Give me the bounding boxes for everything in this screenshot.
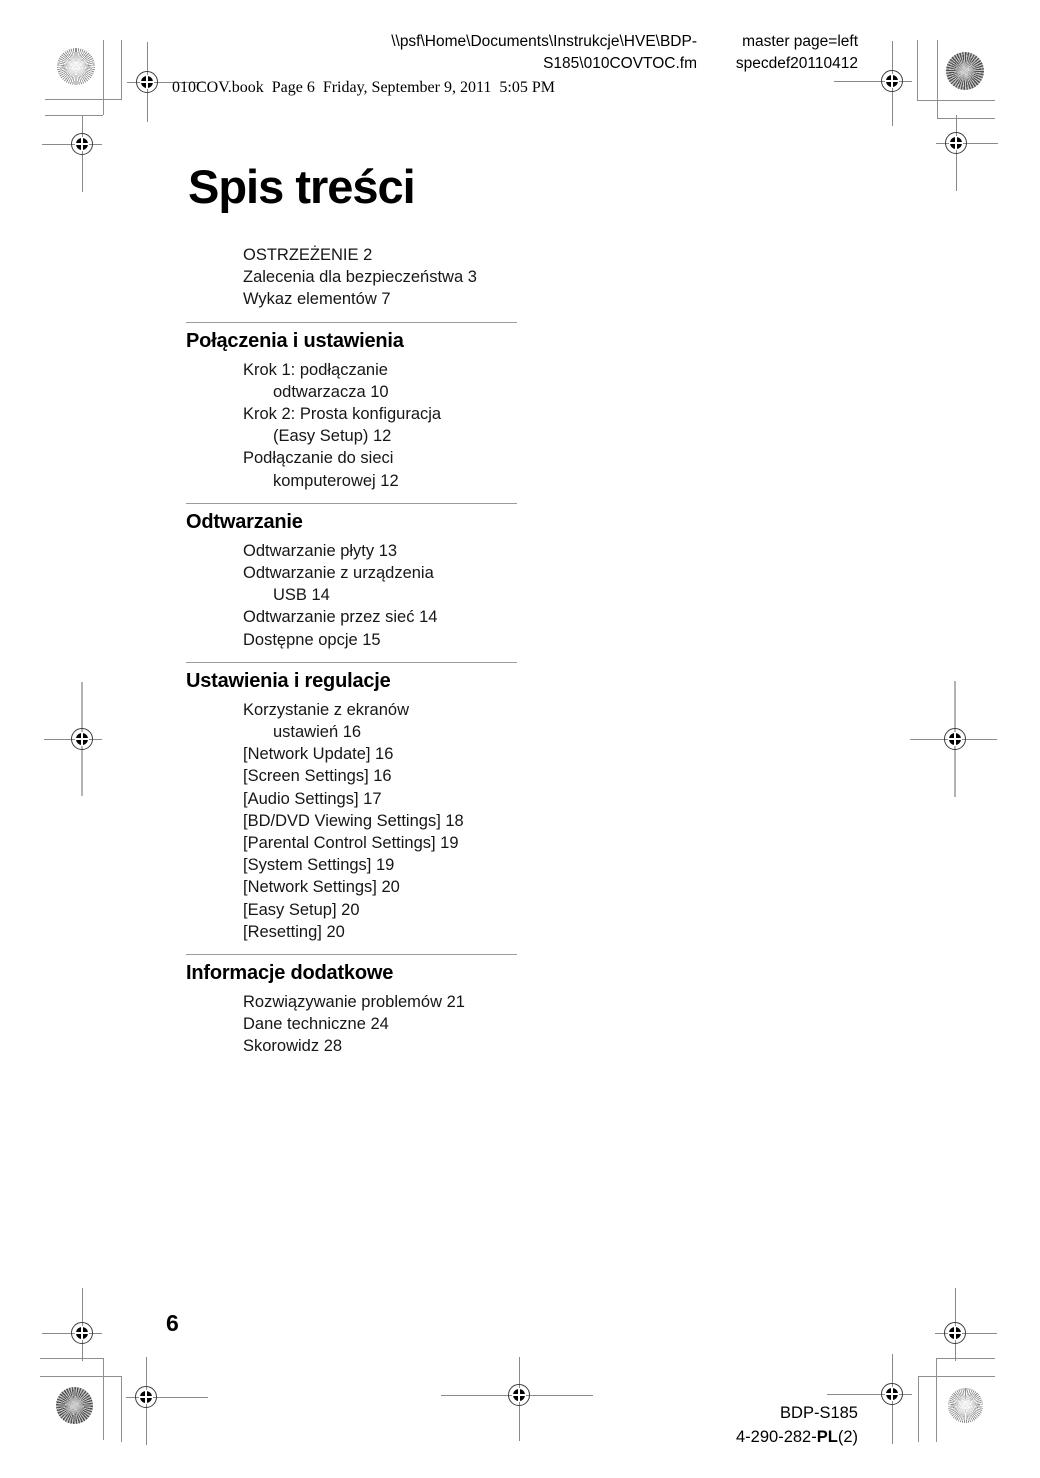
toc-entry-line: Krok 1: podłączanie — [243, 360, 388, 379]
page-number: 6 — [166, 1310, 179, 1336]
toc-entry-line: komputerowej 12 — [273, 471, 399, 490]
starburst-mark — [946, 52, 984, 90]
table-of-contents — [186, 244, 517, 1058]
toc-entry: [Easy Setup] 20 — [243, 900, 360, 919]
starburst-mark — [948, 1388, 983, 1423]
toc-section — [186, 503, 517, 651]
toc-entry-line: Krok 2: Prosta konfiguracja — [243, 405, 442, 424]
toc-entry-line: odtwarzacza 10 — [273, 382, 389, 401]
toc-entry-line: Podłączanie do sieci — [243, 449, 394, 468]
toc-entry — [186, 447, 517, 491]
crop-mark-line — [103, 40, 104, 115]
proof-file-path-line2: S185\010COVTOC.fm — [543, 55, 697, 72]
crop-mark-line — [936, 1358, 995, 1359]
crop-mark-line — [40, 1358, 104, 1359]
crop-mark-line — [937, 40, 938, 118]
proof-specdef: specdef20110412 — [735, 55, 858, 72]
part-number — [736, 1425, 858, 1449]
toc-entry: Dostępne opcje 15 — [243, 630, 381, 649]
toc-entry: Rozwiązywanie problemów 21 — [243, 993, 465, 1012]
proof-master-page: master page=left — [742, 33, 858, 50]
proof-book-line: 010COV.book Page 6 Friday, September 9, 2011 5:05 PM — [172, 79, 555, 96]
crop-mark-line — [917, 100, 995, 101]
crop-mark-line — [121, 1376, 122, 1442]
toc-section — [186, 662, 517, 943]
part-number-suffix: (2) — [837, 1428, 858, 1446]
toc-entry: [Screen Settings] 16 — [243, 767, 392, 786]
crop-mark-line — [937, 118, 995, 119]
toc-entry: OSTRZEŻENIE 2 — [243, 246, 373, 264]
toc-section-heading: Odtwarzanie — [186, 510, 303, 533]
toc-entry-line: USB 14 — [273, 586, 330, 605]
crop-mark-line — [917, 40, 918, 100]
crop-mark-line — [103, 1358, 104, 1440]
toc-entry: [Network Settings] 20 — [243, 878, 400, 897]
crop-mark-line — [918, 1376, 919, 1442]
toc-entry — [186, 562, 517, 606]
toc-section — [186, 954, 517, 1058]
crop-mark-line — [45, 99, 122, 100]
toc-entry: Odtwarzanie płyty 13 — [243, 541, 398, 560]
toc-entry: [Network Update] 16 — [243, 745, 394, 764]
toc-entry: [Parental Control Settings] 19 — [243, 834, 459, 853]
crop-mark-line — [918, 1376, 995, 1377]
toc-entry: Zalecenia dla bezpieczeństwa 3 — [243, 268, 477, 287]
crop-mark-line — [40, 1376, 122, 1377]
page-title: Spis treści — [188, 160, 415, 213]
starburst-mark — [56, 1387, 93, 1424]
toc-entry: Wykaz elementów 7 — [243, 290, 391, 309]
toc-entry-line: (Easy Setup) 12 — [273, 427, 392, 446]
toc-entry: Odtwarzanie przez sieć 14 — [243, 608, 438, 627]
toc-entry — [186, 699, 517, 743]
starburst-mark — [57, 48, 95, 85]
toc-entry — [186, 359, 517, 403]
part-number-language: PL — [816, 1428, 838, 1446]
toc-entry: Dane techniczne 24 — [243, 1015, 389, 1034]
toc-section — [186, 322, 517, 492]
proof-file-path-line1: \\psf\Home\Documents\Instrukcje\HVE\BDP- — [391, 33, 697, 50]
toc-entry-line: ustawień 16 — [273, 723, 362, 742]
toc-entry: [BD/DVD Viewing Settings] 18 — [243, 811, 464, 830]
model-number: BDP-S185 — [780, 1404, 858, 1422]
toc-section-heading: Połączenia i ustawienia — [186, 329, 404, 352]
crop-mark-line — [45, 115, 103, 116]
toc-entry: [Audio Settings] 17 — [243, 789, 382, 808]
crop-mark-line — [936, 1358, 937, 1442]
toc-entry-line: Korzystanie z ekranów — [243, 700, 409, 719]
toc-entry: Skorowidz 28 — [243, 1037, 343, 1056]
toc-entry: [Resetting] 20 — [243, 922, 345, 941]
toc-entry — [186, 403, 517, 447]
part-number-prefix: 4-290-282- — [736, 1428, 817, 1446]
toc-section-heading: Ustawienia i regulacje — [186, 669, 391, 692]
proof-file-path — [391, 31, 697, 75]
toc-entry-line: Odtwarzanie z urządzenia — [243, 564, 434, 583]
proof-master-page-info — [736, 31, 858, 75]
toc-entry: [System Settings] 19 — [243, 856, 395, 875]
document-id-footer — [736, 1401, 858, 1449]
crop-mark-line — [121, 40, 122, 99]
toc-section-heading: Informacje dodatkowe — [186, 962, 394, 985]
